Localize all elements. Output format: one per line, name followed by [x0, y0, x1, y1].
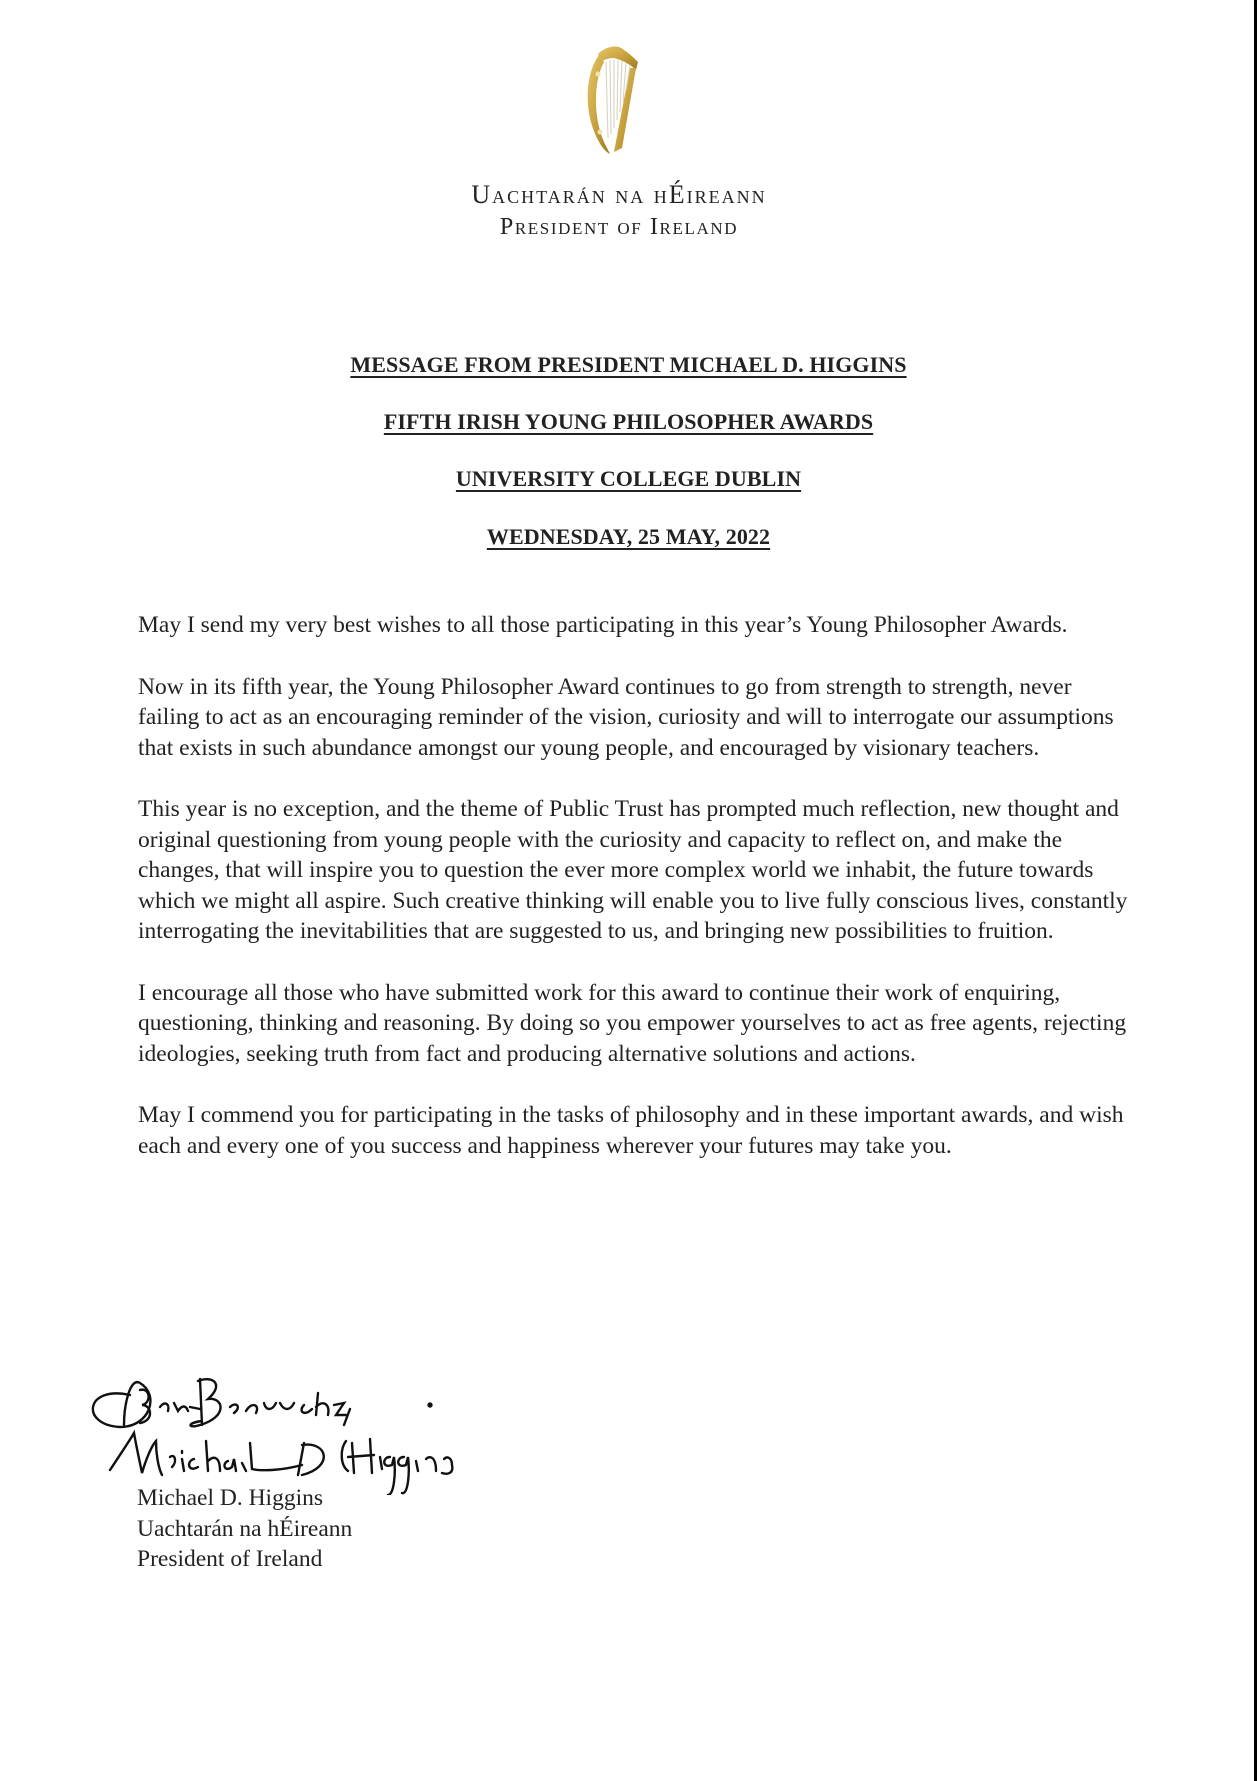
signatory-name: Michael D. Higgins — [137, 1485, 324, 1511]
heading-date: WEDNESDAY, 25 MAY, 2022 — [486, 524, 771, 549]
signature-block — [137, 1483, 352, 1575]
signatory-title-irish: Uachtarán na hÉireann — [137, 1515, 353, 1542]
heading-message-from: MESSAGE FROM PRESIDENT MICHAEL D. HIGGINS — [350, 352, 907, 377]
letter-body — [138, 610, 1138, 1192]
harp-icon — [578, 40, 642, 158]
handwritten-signature — [90, 1345, 650, 1495]
heading-venue: UNIVERSITY COLLEGE DUBLIN — [455, 466, 802, 491]
heading-event: FIFTH IRISH YOUNG PHILOSOPHER AWARDS — [383, 409, 874, 434]
paragraph-greeting: May I send my very best wishes to all those participating in this year’s Young Philosopher Awards. — [138, 612, 1068, 638]
paragraph-public-trust: This year is no exception, and the theme of Public Trust has prompted much reflection, new thought and original questioning from young people with the curiosity and capacity to reflect on, and make the changes, that will inspire you to question the ever more complex world we inhabit, the future towards which we might all aspire. Such creative thinking will enable you to live fully conscious lives, constantly interrogating the inevitabilities that are suggested to us, and bringing new possibilities to fruition. — [138, 796, 1128, 944]
paragraph-encourage: I encourage all those who have submitted work for this award to continue their work of enquiring, questioning, thinking and reasoning. By doing so you empower yourselves to act as free agents, rejecting ideologies, seeking truth from fact and producing alternative solutions and actions. — [138, 979, 1127, 1067]
signatory-title-english: President of Ireland — [137, 1546, 323, 1572]
office-title-irish: Uachtarán na hÉireann — [471, 180, 767, 209]
office-title-english: President of Ireland — [499, 214, 739, 240]
paragraph-fifth-year: Now in its fifth year, the Young Philosopher Award continues to go from strength to strength, never failing to act as an encouraging reminder of the vision, curiosity and will to interrogate our assumptions that exists in such abundance amongst our young people, and encouraged by visionary teachers. — [138, 673, 1114, 761]
paragraph-commend: May I commend you for participating in the tasks of philosophy and in these important awards, and wish each and every one of you success and happiness wherever your futures may take you. — [138, 1102, 1124, 1159]
